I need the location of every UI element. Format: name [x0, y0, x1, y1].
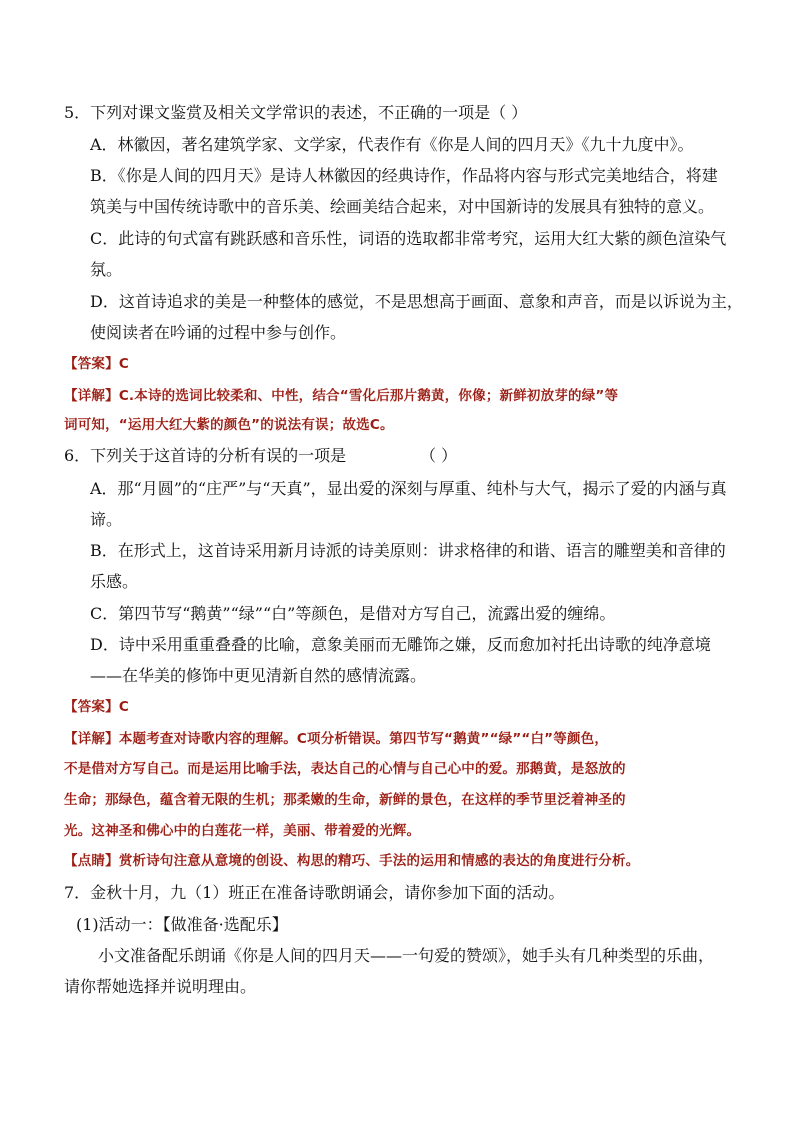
q5-option-a: A．林徽因，著名建筑学家、文学家，代表作有《你是人间的四月天》《九十九度中》。: [90, 135, 694, 154]
q5-option-c-line1: C．此诗的句式富有跳跃感和音乐性，词语的选取都非常考究，运用大红大紫的颜色渲染气: [90, 229, 727, 248]
q6-option-b-line2: 乐感。: [90, 572, 139, 591]
q5-stem: 5．下列对课文鉴赏及相关文学常识的表述，不正确的一项是（ ）: [64, 103, 528, 122]
q5-option-d-line2: 使阅读者在吟诵的过程中参与创作。: [90, 323, 347, 342]
detail-text: 本题考查对诗歌内容的理解。C项分析错误。第四节写“鹅黄”“绿”“白”等颜色，: [118, 731, 609, 747]
q6-tip: [64, 851, 639, 871]
q7-stem: 7．金秋十月，九（1）班正在准备诗歌朗诵会，请你参加下面的活动。: [64, 883, 565, 902]
detail-tag: 【详解】: [64, 731, 119, 747]
detail-tag: 【详解】: [64, 388, 119, 404]
q5-detail-line2: 词可知，“运用大红大紫的颜色”的说法有误；故选C。: [64, 417, 394, 433]
answer-tag: 【答案】: [64, 356, 119, 372]
q6-detail-line3: 生命；那绿色，蕴含着无限的生机；那柔嫩的生命，新鲜的景色，在这样的季节里泛着神圣的: [64, 792, 626, 808]
q6-answer-paren: （ ）: [420, 446, 458, 465]
q6-detail-line2: 不是借对方写自己。而是运用比喻手法，表达自己的心情与自己心中的爱。那鹅黄，是怒放的: [64, 761, 626, 777]
tip-text: 赏析诗句注意从意境的创设、构思的精巧、手法的运用和情感的表达的角度进行分析。: [118, 853, 640, 869]
q6-option-c: C．第四节写“鹅黄”“绿”“白”等颜色，是借对方写自己，流露出爱的缠绵。: [90, 604, 616, 623]
q6-option-b-line1: B．在形式上，这首诗采用新月诗派的诗美原则：讲求格律的和谐、语言的雕塑美和音律的: [90, 541, 726, 560]
q5-option-c-line2: 氛。: [90, 260, 123, 279]
answer-value: C: [118, 356, 129, 372]
q7-text-line1: 小文准备配乐朗诵《你是人间的四月天——一句爱的赞颂》，她手头有几种类型的乐曲，: [98, 946, 715, 965]
q5-answer: [64, 354, 129, 374]
detail-text: C.本诗的选词比较柔和、中性，结合“雪化后那片鹅黄，你像；新鲜初放芽的绿”等: [118, 388, 619, 404]
q6-detail-line1: [64, 729, 608, 749]
q6-option-d-line2: ——在华美的修饰中更见清新自然的感情流露。: [90, 666, 427, 685]
q7-text-line2: 请你帮她选择并说明理由。: [64, 977, 257, 996]
q5-option-b-line2: 筑美与中国传统诗歌中的音乐美、绘画美结合起来，对中国新诗的发展具有独特的意义。: [90, 197, 715, 216]
q7-activity-title: (1)活动一：【做准备·选配乐】: [76, 915, 288, 934]
q5-option-b-line1: B．《你是人间的四月天》是诗人林徽因的经典诗作，作品将内容与形式完美地结合，将建: [90, 166, 718, 185]
q6-option-a-line2: 谛。: [90, 510, 123, 529]
q6-answer: [64, 697, 129, 717]
q6-option-a-line1: A．那“月圆”的“庄严”与“天真”，显出爱的深刻与厚重、纯朴与大气，揭示了爱的内涵与真: [90, 479, 727, 498]
answer-value: C: [118, 699, 129, 715]
q6-stem: 6．下列关于这首诗的分析有误的一项是: [64, 446, 347, 465]
q5-detail-line1: [64, 386, 618, 406]
q6-option-d-line1: D．诗中采用重重叠叠的比喻，意象美丽而无雕饰之嫌，反而愈加衬托出诗歌的纯净意境: [90, 635, 711, 654]
tip-tag: 【点睛】: [64, 853, 119, 869]
answer-tag: 【答案】: [64, 699, 119, 715]
q6-detail-line4: 光。这神圣和佛心中的白莲花一样，美丽、带着爱的光辉。: [64, 823, 421, 839]
q5-option-d-line1: D．这首诗追求的美是一种整体的感觉，不是思想高于画面、意象和声音，而是以诉说为主，: [90, 292, 743, 311]
